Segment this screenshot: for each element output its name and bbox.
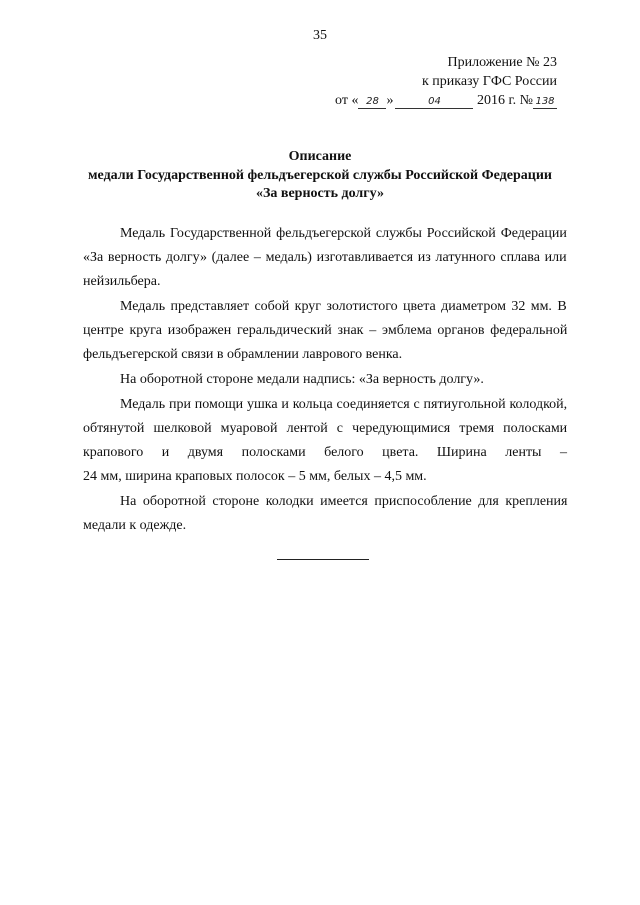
- para4-line4: 24 мм, ширина краповых полосок – 5 мм, белых – 4,5 мм.: [83, 469, 427, 484]
- order-reference: к приказу ГФС России: [421, 74, 557, 89]
- document-header: [335, 53, 557, 110]
- date-prefix: от «: [335, 93, 359, 108]
- year-and-number-label: 2016 г. №: [476, 93, 533, 108]
- para5-line2: медали к одежде.: [83, 518, 187, 533]
- appendix-label: Приложение № 23: [447, 55, 557, 70]
- word: –: [559, 445, 567, 460]
- word: белого: [324, 445, 364, 460]
- para1-line1: Медаль Государственной фельдъегерской службы Российской Федерации: [120, 226, 567, 241]
- order-date-line: [335, 91, 557, 110]
- para5-line1: На оборотной стороне колодки имеется приспособление для крепления: [120, 494, 568, 509]
- title-line-3: «За верность долгу»: [256, 186, 384, 201]
- para4-line2: обтянутой шелковой муаровой лентой с чередующимися тремя полосками: [83, 421, 568, 436]
- date-quote-close: »: [386, 93, 394, 108]
- para1-line3: нейзильбера.: [83, 274, 161, 289]
- para4-line1: Медаль при помощи ушка и кольца соединяется с пятиугольной колодкой,: [120, 397, 568, 412]
- word: полосками: [241, 445, 306, 460]
- title-line-2: медали Государственной фельдъегерской службы Российской Федерации: [88, 168, 552, 183]
- para2-line3: фельдъегерской связи в обрамлении лаврового венка.: [83, 347, 403, 362]
- handwritten-day: 28: [358, 95, 386, 109]
- word: ленты: [505, 445, 542, 460]
- word: двумя: [187, 445, 224, 460]
- word: цвета.: [382, 445, 419, 460]
- closing-divider: [277, 559, 369, 560]
- para2-line2: центре круга изображен геральдический знак – эмблема органов федеральной: [83, 323, 568, 338]
- handwritten-month: 04: [395, 95, 473, 109]
- para4-line3: [83, 445, 567, 461]
- page-number: 35: [313, 28, 327, 43]
- para1-line2: «За верность долгу» (далее – медаль) изготавливается из латунного сплава или: [83, 250, 567, 265]
- word: крапового: [83, 445, 144, 460]
- para3-line1: На оборотной стороне медали надпись: «За верность долгу».: [120, 372, 484, 387]
- handwritten-order-number: 138: [533, 95, 557, 109]
- word: и: [161, 445, 170, 460]
- word: Ширина: [436, 445, 487, 460]
- title-line-1: Описание: [288, 149, 352, 164]
- para2-line1: Медаль представляет собой круг золотистого цвета диаметром 32 мм. В: [120, 299, 567, 314]
